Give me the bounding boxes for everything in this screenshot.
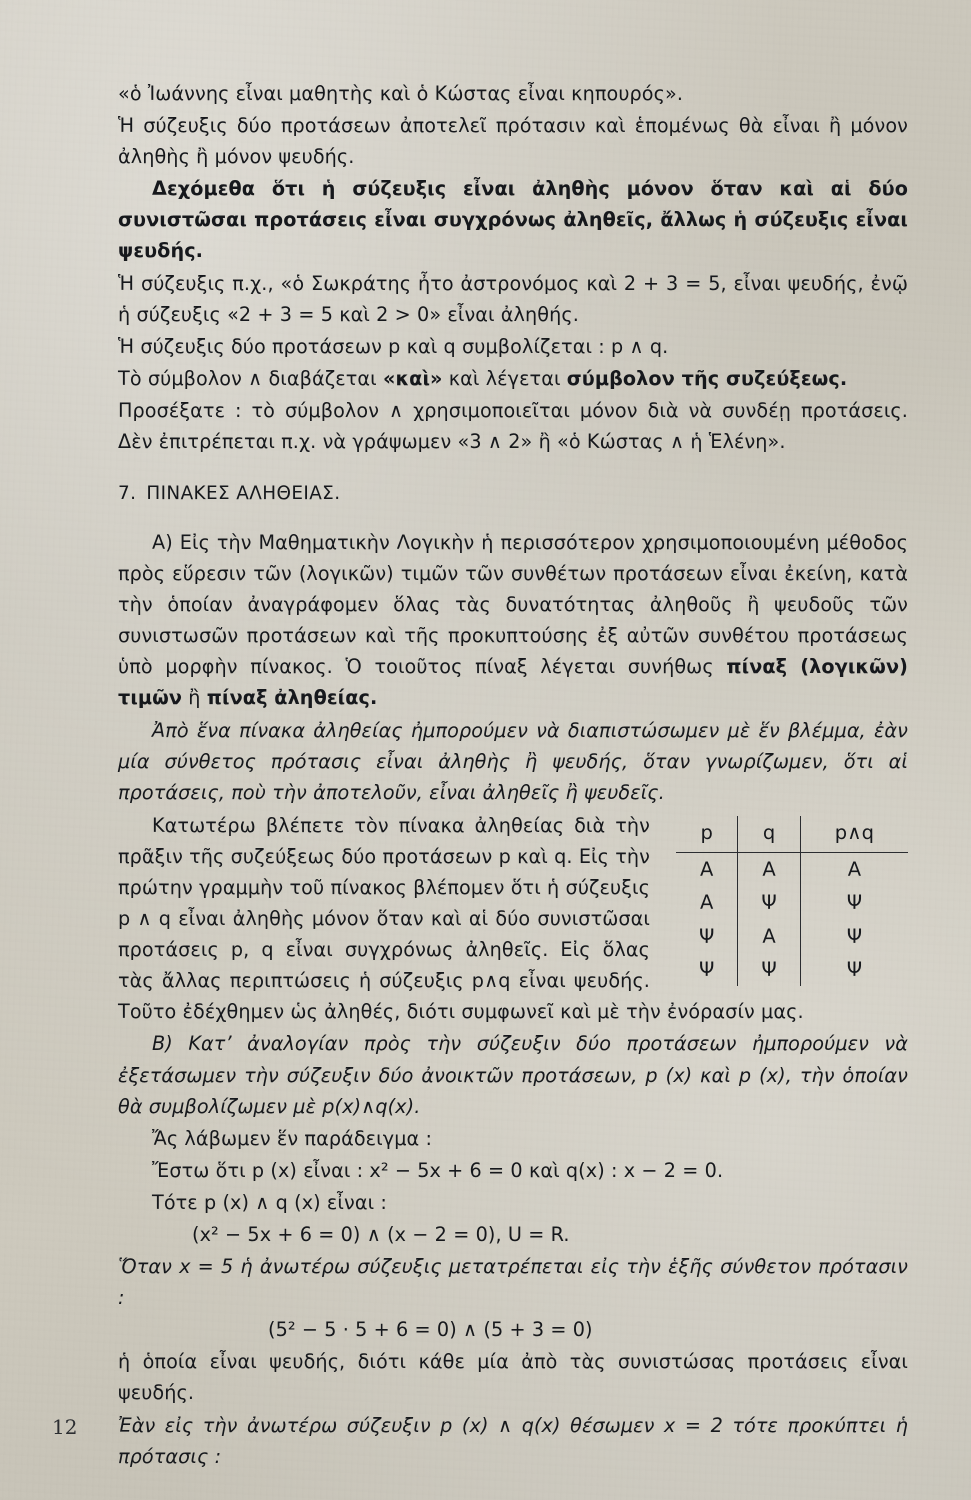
equation-2: (5² − 5 · 5 + 6 = 0) ∧ (5 + 3 = 0) [268, 1318, 593, 1342]
truth-table [676, 816, 908, 987]
symbol-reading-mid: καὶ λέγεται [442, 366, 567, 390]
cell-q: Α [738, 853, 800, 887]
paragraph-symbol-notation: Ἡ σύζευξις δύο προτάσεων p καὶ q συμβολίζεται : p ∧ q. [118, 334, 669, 358]
cell-p: Α [699, 858, 714, 882]
paragraph-example-socrates: Ἡ σύζευξις π.χ., «ὁ Σωκράτης ἦτο ἀστρονόμος καὶ 2 + 3 = 5, εἶναι ψευδής, ἐνῷ ἡ σύζευξις «2 + 3 = 5 καὶ 2 > 0» εἶναι ἀληθής. [118, 271, 908, 326]
cell-q: Ψ [738, 953, 800, 986]
truth-table-container [676, 816, 908, 987]
table-row [676, 920, 908, 953]
equation-1: (x² − 5x + 6 = 0) ∧ (x − 2 = 0), U = R. [192, 1223, 570, 1246]
cell-q: Α [738, 920, 800, 953]
paragraph-A-table-explanation: Κατωτέρω βλέπετε τὸν πίνακα ἀληθείας διὰ τὴν πρᾶξιν τῆς συζεύξεως δύο προτάσεων p καὶ q. Εἰς τὴν πρώτην γραμμὴν τοῦ πίνακος βλέπομεν ὅτι ἡ σύζευξις p ∧ q εἶναι ἀληθὴς μόνον ὅταν καὶ αἱ δύο συνιστῶσαι προτάσεις p, q εἶναι συγχρόνως ἀληθεῖς. Εἰς ὅλας τὰς ἄλλας περιπτώσεις ἡ σύζευξις p∧q εἶναι ψευδής. Τοῦτο ἐδέχθημεν ὡς ἀληθές, διότι συμφωνεῖ καὶ μὲ τὴν ἐνόρασίν μας. [118, 813, 804, 1024]
section-heading [118, 479, 908, 509]
paragraph-A-definition [118, 527, 908, 714]
paragraph-example-conjunction: Τότε p (x) ∧ q (x) εἶναι : [152, 1190, 387, 1214]
paragraph-quote: «ὁ Ἰωάννης εἶναι μαθητὴς καὶ ὁ Κώστας εἶναι κηπουρός». [118, 82, 684, 105]
table-row [676, 953, 908, 986]
section-number: 7. [118, 483, 137, 505]
symbol-reading-name: σύμβολον τῆς συζεύξεως. [566, 366, 848, 390]
cell-pq: Ψ [800, 953, 908, 986]
paragraph-B-open-propositions: Β) Κατ’ ἀναλογίαν πρὸς τὴν σύζευξιν δύο προτάσεων ἠμπορούμεν νὰ ἐξετάσωμεν τὴν σύζευξιν δύο ἀνοικτῶν προτάσεων, p (x) καὶ p (x), τὴν ὁποίαν θὰ συμβολίζωμεν μὲ p(x)∧q(x). [118, 1032, 908, 1118]
symbol-reading-pre: Τὸ σύμβολον ∧ διαβάζεται [118, 366, 383, 390]
paragraph-conjunction-truth: Ἡ σύζευξις δύο προτάσεων ἀποτελεῖ πρότασιν καὶ ἑπομένως θὰ εἶναι ἢ μόνον ἀληθὴς ἢ μόνον ψευδής. [118, 114, 908, 169]
page-number: 12 [52, 1415, 78, 1439]
paragraph-substitute-two: Ἐὰν εἰς τὴν ἀνωτέρω σύζευξιν p (x) ∧ q(x) θέσωμεν x = 2 τότε προκύπτει ἡ πρότασις : [118, 1413, 908, 1468]
table-header-q: q [738, 816, 800, 853]
cell-p: Ψ [698, 924, 715, 948]
table-row [676, 853, 908, 887]
cell-pq: Α [800, 853, 908, 887]
cell-p: Ψ [698, 958, 715, 982]
cell-q: Ψ [738, 886, 800, 919]
section-title: ΠΙΝΑΚΕΣ ΑΛΗΘΕΙΑΣ. [146, 483, 341, 505]
table-header-p: p [676, 816, 738, 853]
cell-pq: Ψ [800, 886, 908, 919]
symbol-reading-kai: «καὶ» [382, 366, 443, 390]
term-truth-values-table: πίναξ (λογικῶν) τιμῶν [118, 655, 908, 710]
paragraph-symbol-reading [118, 363, 908, 394]
cell-p: Α [699, 891, 714, 915]
paragraph-acceptance-rule: Δεχόμεθα ὅτι ἡ σύζευξις εἶναι ἀληθὴς μόνον ὅταν καὶ αἱ δύο συνιστῶσαι προτάσεις εἶναι συγχρόνως ἀληθεῖς, ἄλλως ἡ σύζευξις εἶναι ψευδής. [118, 177, 908, 263]
cell-pq: Ψ [800, 920, 908, 953]
paragraph-usage-warning: Προσέξατε : τὸ σύμβολον ∧ χρησιμοποιεῖται μόνον διὰ νὰ συνδέῃ προτάσεις. Δὲν ἐπιτρέπεται π.χ. νὰ γράψωμεν «3 ∧ 2» ἢ «ὁ Κώστας ∧ ἡ Ἑλένη». [118, 398, 908, 454]
paragraph-example-definition: Ἔστω ὅτι p (x) εἶναι : x² − 5x + 6 = 0 καὶ q(x) : x − 2 = 0. [152, 1158, 724, 1182]
table-and-text-region [118, 810, 908, 1123]
table-row [676, 886, 908, 919]
paragraph-substitute-five: Ὅταν x = 5 ἡ ἀνωτέρω σύζευξις μετατρέπεται εἰς τὴν ἑξῆς σύνθετον πρότασιν : [118, 1255, 908, 1310]
term-truth-table: πίναξ ἀληθείας. [206, 686, 378, 710]
paragraph-false-conclusion: ἡ ὁποία εἶναι ψευδής, διότι κάθε μία ἀπὸ τὰς συνιστώσας προτάσεις εἶναι ψευδής. [118, 1350, 908, 1405]
page-content [118, 78, 908, 1473]
paragraph-A-conj: ἢ [182, 686, 207, 710]
paragraph-A-definition-text: Α) Εἰς τὴν Μαθηματικὴν Λογικὴν ἡ περισσότερον χρησιμοποιουμένη μέθοδος πρὸς εὕρεσιν τῶν (λογικῶν) τιμῶν τῶν συνθέτων προτάσεων εἶναι ἐκείνη, κατὰ τὴν ὁποίαν ἀναγράφομεν ὅλας τὰς δυνατότητας ἀληθοῦς ἢ ψευδοῦς τῶν συνιστωσῶν προτάσεων καὶ τῆς προκυπτούσης ἐξ αὐτῶν συνθέτου προτάσεως ὑπὸ μορφὴν πίνακος. Ὁ τοιοῦτος πίναξ λέγεται συνήθως [118, 530, 908, 679]
table-header-pq: p∧q [800, 816, 908, 853]
paragraph-example-intro: Ἄς λάβωμεν ἕν παράδειγμα : [152, 1126, 433, 1150]
table-header-row [676, 816, 908, 853]
paragraph-A-glance: Ἀπὸ ἕνα πίνακα ἀληθείας ἠμπορούμεν νὰ διαπιστώσωμεν μὲ ἕν βλέμμα, ἐὰν μία σύνθετος πρότασις εἶναι ἀληθὴς ἢ ψευδής, ὅταν γνωρίζωμεν, ὅτι αἱ προτάσεις, ποὺ τὴν ἀποτελοῦν, εἶναι ἀληθεῖς ἢ ψευδεῖς. [118, 718, 908, 804]
